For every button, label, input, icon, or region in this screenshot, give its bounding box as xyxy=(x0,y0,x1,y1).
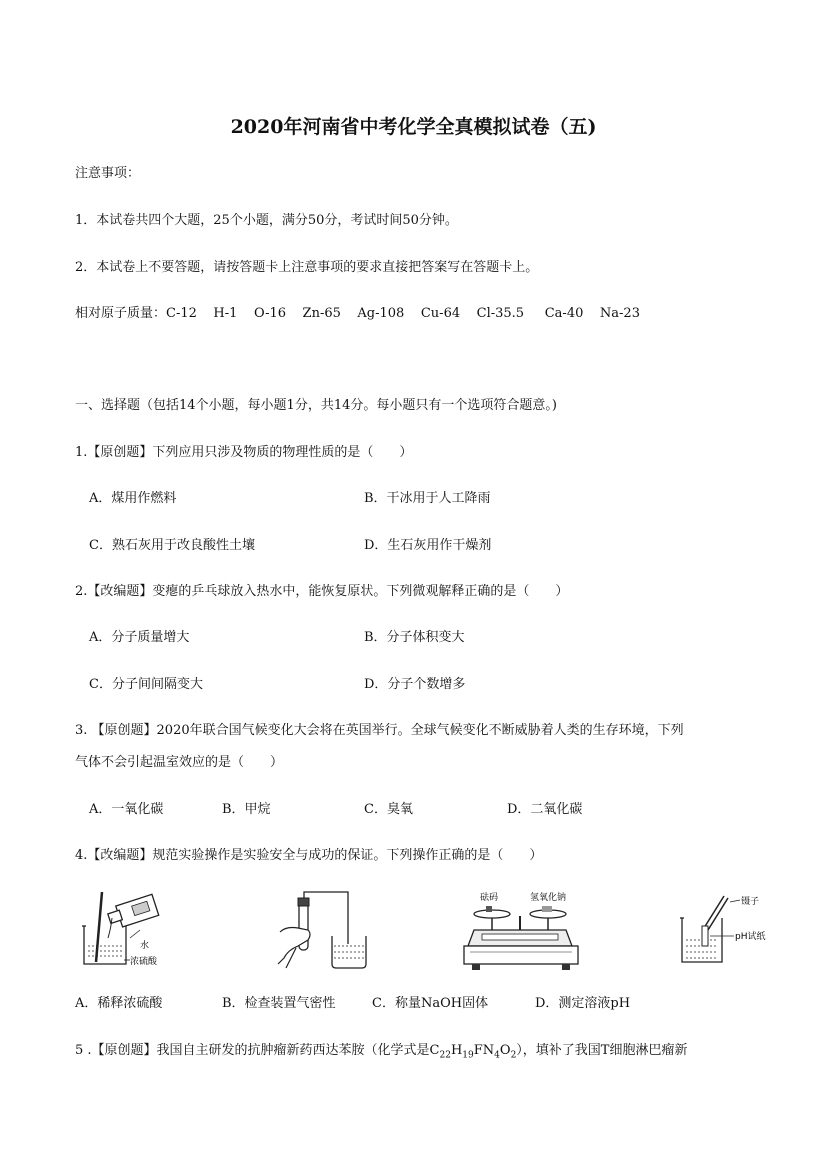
question-4-option-a: A．稀释浓硫酸 xyxy=(75,996,163,1011)
question-4-option-c: C．称量NaOH固体 xyxy=(372,996,489,1011)
figure-label-water: 水 xyxy=(140,941,150,951)
notice-heading: 注意事项： xyxy=(75,166,141,181)
question-5-stem-suffix: ），填补了我国T细胞淋巴瘤新 xyxy=(516,1043,688,1058)
question-3-option-a: A．一氧化碳 xyxy=(89,802,164,817)
question-1-option-c: C．熟石灰用于改良酸性土壤 xyxy=(89,538,255,553)
question-1-option-b: B．干冰用于人工降雨 xyxy=(364,491,491,506)
figure-airtightness xyxy=(270,888,380,976)
question-2-option-c: C．分子间间隔变大 xyxy=(89,677,203,692)
figure-label-tweezers: 镊子 xyxy=(741,897,760,907)
atomic-masses: 相对原子质量：C-12 H-1 O-16 Zn-65 Ag-108 Cu-64 Cl-35.5 Ca-40 Na-23 xyxy=(75,306,640,321)
question-4-stem: 4.【改编题】规范实验操作是实验安全与成功的保证。下列操作正确的是（ ） xyxy=(75,848,543,863)
question-1-option-d: D．生石灰用作干燥剂 xyxy=(364,538,492,553)
figure-label-ph-paper: pH试纸 xyxy=(735,932,766,942)
question-2-stem: 2.【改编题】变瘪的乒乓球放入热水中，能恢复原状。下列微观解释正确的是（ ） xyxy=(75,584,569,599)
question-4-option-d: D．测定溶液pH xyxy=(535,996,631,1011)
question-2-option-b: B．分子体积变大 xyxy=(364,630,465,645)
question-3-option-c: C．臭氧 xyxy=(364,802,413,817)
notice-item-1: 1．本试卷共四个大题，25个小题，满分50分，考试时间50分钟。 xyxy=(75,213,458,228)
page-title: 2020年河南省中考化学全真模拟试卷（五) xyxy=(230,116,597,138)
figure-ph-test xyxy=(678,888,778,976)
chemical-formula: $C_{22}H_{19}FN_4O_2$ xyxy=(429,1043,517,1061)
question-3-option-d: D．二氧化碳 xyxy=(507,802,583,817)
question-2-option-d: D．分子个数增多 xyxy=(364,677,466,692)
question-3-option-b: B．甲烷 xyxy=(222,802,271,817)
question-5-stem xyxy=(75,1042,687,1065)
question-1-stem: 1.【原创题】下列应用只涉及物质的物理性质的是（ ） xyxy=(75,445,413,460)
question-2-option-a: A．分子质量增大 xyxy=(89,630,190,645)
question-5-stem-prefix: 5 .【原创题】我国自主研发的抗肿瘤新药西达苯胺（化学式是 xyxy=(75,1043,430,1058)
section-heading: 一、选择题（包括14个小题，每小题1分，共14分。每小题只有一个选项符合题意。) xyxy=(75,398,557,413)
figure-balance xyxy=(462,888,587,976)
figure-label-naoh: 氢氧化钠 xyxy=(530,893,567,903)
question-3-stem-line-2: 气体不会引起温室效应的是（ ） xyxy=(75,755,284,770)
question-3-stem-line-1: 3. 【原创题】2020年联合国气候变化大会将在英国举行。全球气候变化不断威胁着人类的生存环境，下列 xyxy=(75,723,684,738)
figure-label-acid: 浓硫酸 xyxy=(130,957,158,967)
figure-label-weights: 砝码 xyxy=(480,893,499,903)
figure-dilute-acid xyxy=(78,888,183,976)
question-1-option-a: A．煤用作燃料 xyxy=(89,491,177,506)
notice-item-2: 2．本试卷上不要答题，请按答题卡上注意事项的要求直接把答案写在答题卡上。 xyxy=(75,260,539,275)
question-4-option-b: B．检查装置气密性 xyxy=(222,996,336,1011)
